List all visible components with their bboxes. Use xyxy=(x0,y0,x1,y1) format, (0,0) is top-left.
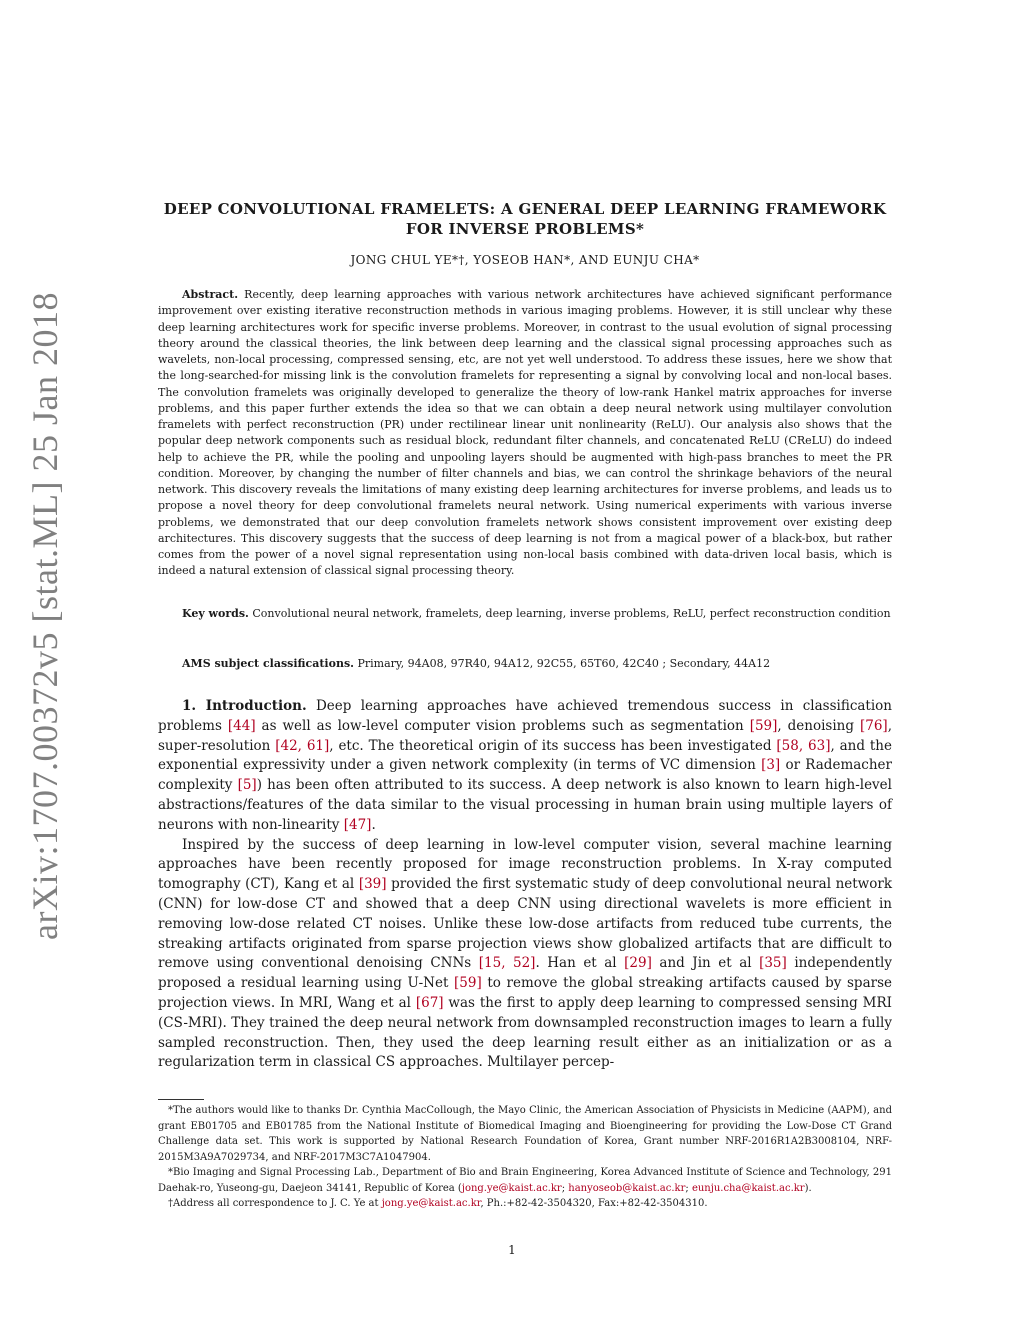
footnote-acknowledgment: *The authors would like to thanks Dr. Cynthia MacCollough, the Mayo Clinic, the American Association of Physicists in Medicine (AAPM), and grant EB01705 and EB01785 from the National Institute of Biomedical Imaging and Bioengineering for providing the Low-Dose CT Grand Challenge data set. This work is supported by National Research Foundation of Korea, Grant number NRF-2016R1A2B3008104, NRF-2015M3A9A7029734, and NRF-2017M3C7A1047904. xyxy=(158,1105,892,1163)
citation-link[interactable]: [59] xyxy=(454,975,482,992)
intro-paragraph-2: Inspired by the success of deep learning in low-level computer vision, several machine learning approaches have been recently proposed for image reconstruction problems. In X-ray computed tomography (CT), Kang et al [39] provided the first systematic study of deep convolutional neural network (CNN) for low-dose CT and showed that a deep CNN using directional wavelets is more efficient in removing low-dose related CT noises. Unlike these low-dose artifacts from reduced tube currents, the streaking artifacts originated from sparse projection views show globalized artifacts that are difficult to remove using conventional denoising CNNs [15, 52]. Han et al [29] and Jin et al [35] independently proposed a residual learning using U-Net [59] to remove the global streaking artifacts caused by sparse projection views. In MRI, Wang et al [67] was the first to apply deep learning to compressed sensing MRI (CS-MRI). They trained the deep neural network from downsampled reconstruction images to learn a fully sampled reconstruction. Then, they used the deep learning result either as an initialization or as a regularization term in classical CS approaches. Multilayer percep- xyxy=(158,836,892,1071)
arxiv-identifier: arXiv:1707.00372v5 [stat.ML] 25 Jan 2018 xyxy=(25,292,65,940)
citation-link[interactable]: [15, 52] xyxy=(478,955,536,972)
citation-link[interactable]: [76] xyxy=(859,717,888,734)
citation-link[interactable]: [5] xyxy=(237,777,257,794)
ams-classifications xyxy=(158,656,892,672)
citation-link[interactable]: [58, 63] xyxy=(776,737,831,754)
section-heading: 1. Introduction. xyxy=(182,698,307,714)
email-link[interactable]: jong.ye@kaist.ac.kr xyxy=(381,1198,481,1209)
citation-link[interactable]: [39] xyxy=(358,876,387,893)
citation-link[interactable]: [29] xyxy=(624,955,652,972)
citation-link[interactable]: [47] xyxy=(343,816,372,833)
intro-paragraph-1: 1. Introduction. Deep learning approaches have achieved tremendous success in classification problems [44] as well as low-level computer vision problems such as segmentation [59], denoising [76], super-resolution [42, 61], etc. The theoretical origin of its success has been investigated [58, 63], and the exponential expressivity under a given network complexity (in terms of VC dimension [3] or Rademacher complexity [5]) has been often attributed to its success. A deep network is also known to learn high-level abstractions/features of the data similar to the visual processing in human brain using multiple layers of neurons with non-linearity [47]. xyxy=(158,698,893,833)
keywords-label: Key words. xyxy=(182,607,249,620)
keywords xyxy=(158,606,892,622)
email-link[interactable]: jong.ye@kaist.ac.kr xyxy=(461,1182,562,1194)
keywords-text: Convolutional neural network, framelets, deep learning, inverse problems, ReLU, perfect reconstruction condition xyxy=(252,607,891,620)
page-number: 1 xyxy=(508,1243,516,1257)
citation-link[interactable]: [59] xyxy=(749,717,778,734)
abstract-label: Abstract. xyxy=(182,288,239,301)
citation-link[interactable]: [42, 61] xyxy=(275,737,330,754)
citation-link[interactable]: [3] xyxy=(761,757,781,774)
ams-text: Primary, 94A08, 97R40, 94A12, 92C55, 65T60, 42C40 ; Secondary, 44A12 xyxy=(357,657,771,670)
citation-link[interactable]: [67] xyxy=(415,994,444,1011)
footnote-correspondence: †Address all correspondence to J. C. Ye at jong.ye@kaist.ac.kr, Ph.:+82-42-3504320, Fax:+82-42-3504310. xyxy=(168,1198,708,1209)
footnote-affiliation: *Bio Imaging and Signal Processing Lab., Department of Bio and Brain Engineering, Korea Advanced Institute of Science and Technology, 291 Daehak-ro, Yuseong-gu, Daejeon 34141, Republic of Korea (jong.ye@kaist.ac.kr; hanyoseob@kaist.ac.kr; eunju.cha@kaist.ac.kr). xyxy=(158,1167,892,1194)
footnotes xyxy=(158,1103,892,1212)
footnote-divider xyxy=(158,1099,204,1100)
abstract-text: Recently, deep learning approaches with various network architectures have achieved significant performance improvement over existing iterative reconstruction methods in various imaging problems. However, it is still unclear why these deep learning architectures work for specific inverse problems. Moreover, in contrast to the usual evolution of signal processing theory around the classical theories, the link between deep learning and the classical signal processing approaches such as wavelets, non-local processing, compressed sensing, etc, are not yet well understood. To address these issues, here we show that the long-searched-for missing link is the convolution framelets for representing a signal by convolving local and non-local bases. The convolution framelets was originally developed to generalize the theory of low-rank Hankel matrix approaches for inverse problems, and this paper further extends the idea so that we can obtain a deep neural network using multilayer convolution framelets with perfect reconstruction (PR) under rectilinear linear unit nonlinearity (ReLU). Our analysis also shows that the popular deep network components such as residual block, redundant filter channels, and concatenated ReLU (CReLU) do indeed help to achieve the PR, while the pooling and unpooling layers should be augmented with high-pass branches to meet the PR condition. Moreover, by changing the number of filter channels and bias, we can control the shrinkage behaviors of the neural network. This discovery reveals the limitations of many existing deep learning architectures for inverse problems, and leads us to propose a novel theory for deep convolutional framelets neural network. Using numerical experiments with various inverse problems, we demonstrated that our deep convolution framelets network shows consistent improvement over existing deep architectures. This discovery suggests that the success of deep learning is not from a magical power of a black-box, but rather comes from the power of a novel signal representation using non-local basis combined with data-driven local basis, which is indeed a natural extension of classical signal processing theory. xyxy=(158,288,893,578)
ams-label: AMS subject classifications. xyxy=(182,657,354,670)
email-link[interactable]: hanyoseob@kaist.ac.kr xyxy=(568,1182,686,1194)
abstract xyxy=(158,287,892,580)
email-link[interactable]: eunju.cha@kaist.ac.kr xyxy=(691,1182,805,1194)
author-list: JONG CHUL YE*†, YOSEOB HAN*, AND EUNJU CHA* xyxy=(350,253,700,267)
introduction-section xyxy=(158,697,892,1073)
citation-link[interactable]: [44] xyxy=(227,717,256,734)
citation-link[interactable]: [35] xyxy=(759,955,787,972)
paper-title: DEEP CONVOLUTIONAL FRAMELETS: A GENERAL DEEP LEARNING FRAMEWORK FOR INVERSE PROBLEMS* xyxy=(163,200,887,238)
